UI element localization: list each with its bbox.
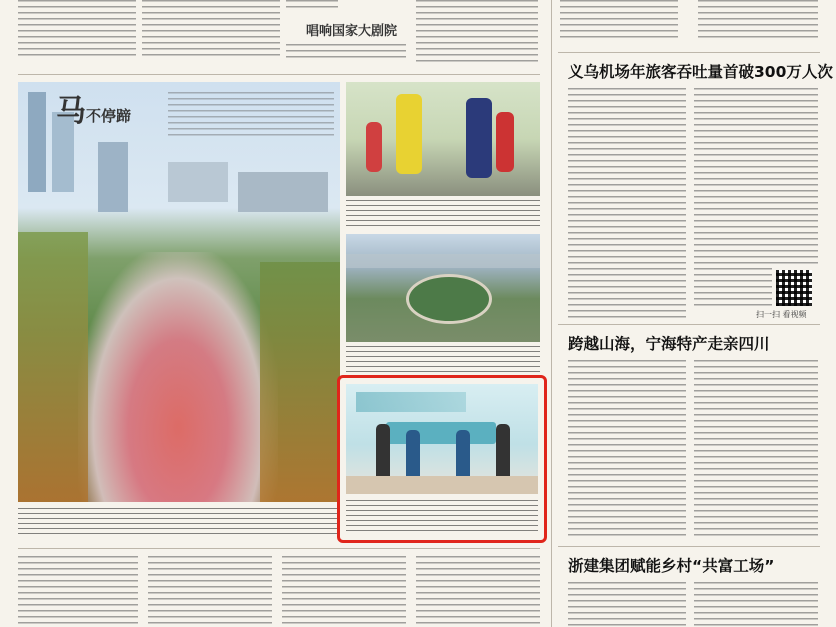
headline-village: 浙建集团赋能乡村“共富工场” xyxy=(568,557,775,575)
column-divider xyxy=(551,0,552,627)
article-text-block xyxy=(416,556,540,627)
article-text-block xyxy=(286,44,406,58)
article-text-block xyxy=(694,88,818,264)
photo-title-big-char: 马 xyxy=(56,94,86,129)
runners-photo xyxy=(346,82,540,196)
stadium-aerial-photo xyxy=(346,234,540,342)
photo-title-overlay xyxy=(56,86,131,130)
article-text-block xyxy=(698,0,818,40)
article-text-block xyxy=(18,556,138,627)
divider xyxy=(18,548,540,549)
divider xyxy=(558,52,820,53)
photo-title-rest: 不停蹄 xyxy=(86,107,132,125)
photo-caption xyxy=(346,346,540,372)
headline-left-top: 唱响国家大剧院 xyxy=(306,24,398,39)
article-text-block xyxy=(416,0,538,62)
article-text-block xyxy=(18,0,136,58)
photo-caption xyxy=(18,508,340,534)
marathon-aerial-photo xyxy=(18,82,340,502)
divider xyxy=(558,324,820,325)
qr-caption: 扫一扫 看视频 xyxy=(756,310,807,319)
article-text-block xyxy=(568,360,686,540)
photo-overlay-text xyxy=(168,92,334,140)
qr-code xyxy=(776,270,812,306)
runners-crowd xyxy=(78,252,278,502)
article-text-block xyxy=(142,0,280,58)
headline-sichuan: 跨越山海，宁海特产走亲四川 xyxy=(568,335,770,353)
article-text-block xyxy=(560,0,678,40)
photo-caption xyxy=(346,500,538,534)
article-text-block xyxy=(148,556,272,627)
article-text-block xyxy=(286,0,338,10)
article-text-block xyxy=(568,88,686,318)
article-text-block xyxy=(282,556,406,627)
article-text-block xyxy=(694,582,818,627)
divider xyxy=(558,546,820,547)
ceremony-photo xyxy=(346,384,538,494)
article-text-block xyxy=(694,268,772,308)
highlighted-photo-frame xyxy=(337,375,547,543)
photo-caption xyxy=(346,200,540,226)
divider xyxy=(18,74,540,75)
headline-airport: 义乌机场年旅客吞吐量首破300万人次 xyxy=(568,63,833,81)
article-text-block xyxy=(568,582,686,627)
article-text-block xyxy=(694,360,818,540)
